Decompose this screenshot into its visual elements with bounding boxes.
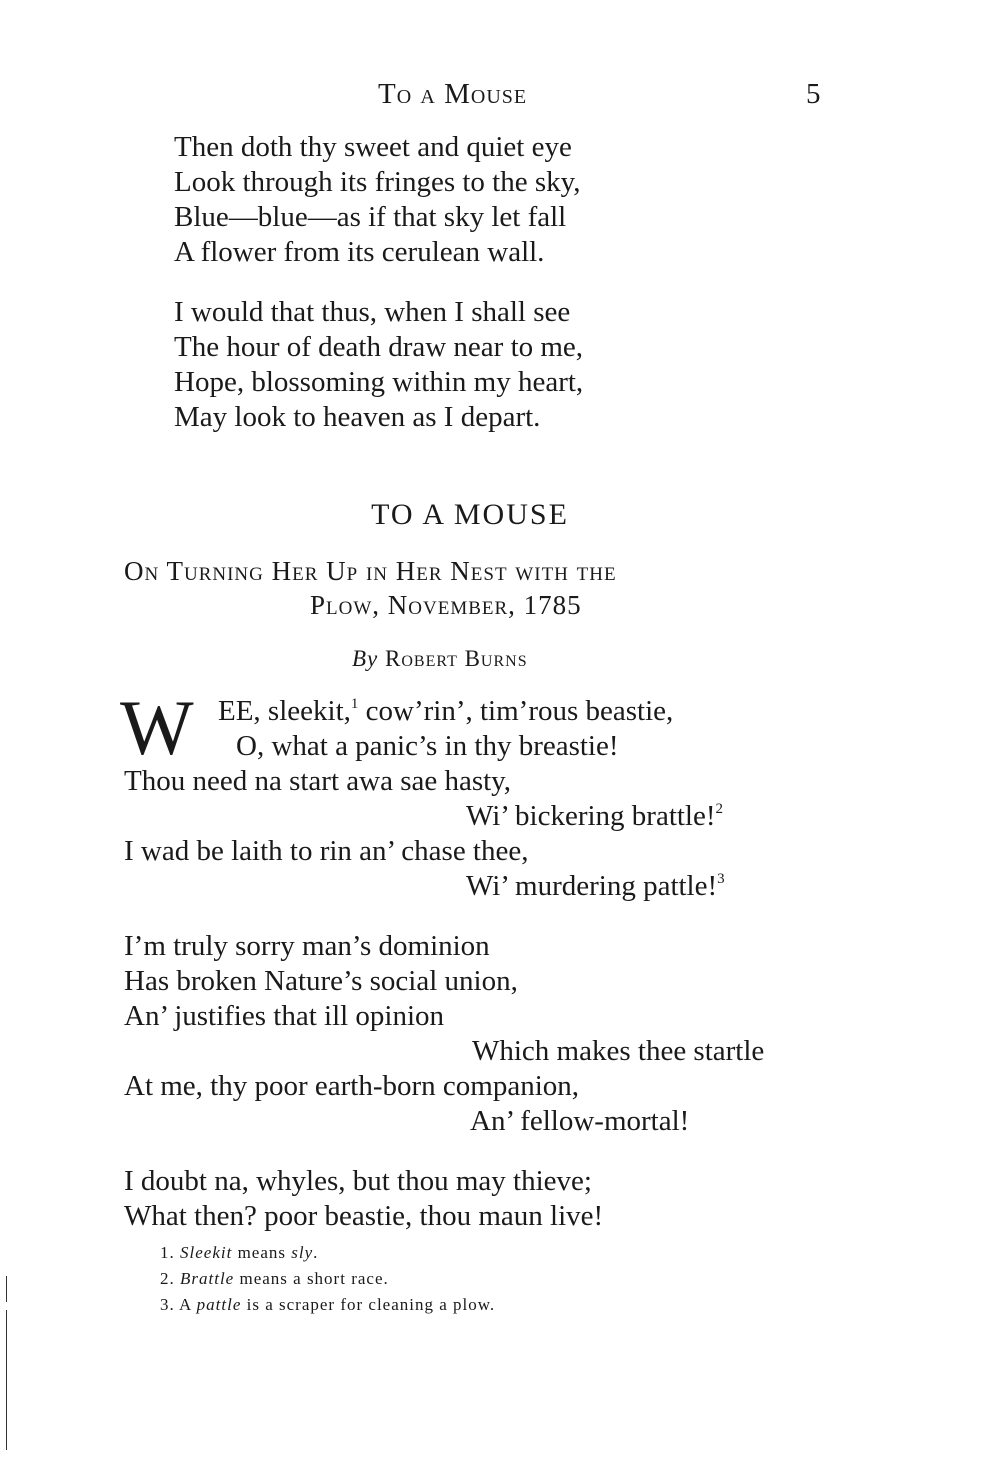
verse-line: Blue—blue—as if that sky let fall xyxy=(174,201,567,233)
verse-line: A flower from its cerulean wall. xyxy=(174,236,545,268)
verse-line: May look to heaven as I depart. xyxy=(174,401,541,433)
verse-line: Hope, blossoming within my heart, xyxy=(174,366,584,398)
footnote xyxy=(160,1266,389,1292)
verse-line xyxy=(466,799,723,834)
scan-edge-mark xyxy=(6,1310,7,1450)
footnote-text: A xyxy=(174,1295,197,1314)
footnote-ref: 1 xyxy=(350,696,359,712)
drop-cap: W xyxy=(120,684,194,771)
footnote-text: . xyxy=(313,1243,319,1262)
footnote-number: 1. xyxy=(160,1243,175,1262)
verse-line xyxy=(218,694,673,729)
verse-line: I’m truly sorry man’s dominion xyxy=(124,930,490,962)
verse-line: Then doth thy sweet and quiet eye xyxy=(174,131,572,163)
footnote-text: is a scraper for cleaning a plow. xyxy=(241,1295,496,1314)
running-head-title: To a Mouse xyxy=(378,78,528,110)
verse-line: At me, thy poor earth-born companion, xyxy=(124,1070,580,1102)
byline-prefix: By xyxy=(352,646,379,671)
footnote-term: pattle xyxy=(196,1295,242,1314)
verse-line: I doubt na, whyles, but thou may thieve; xyxy=(124,1165,592,1197)
footnote-term: Brattle xyxy=(180,1269,235,1288)
poem-title: TO A MOUSE xyxy=(371,498,569,531)
verse-line: An’ justifies that ill opinion xyxy=(124,1000,445,1032)
footnote-definition: sly xyxy=(291,1243,314,1262)
scan-edge-mark xyxy=(6,1276,7,1302)
footnote xyxy=(160,1292,495,1318)
byline xyxy=(352,646,528,672)
footnote-text: means a short race. xyxy=(234,1269,389,1288)
poem-subtitle-line1: On Turning Her Up in Her Nest with the xyxy=(124,556,617,586)
verse-text: Wi’ bickering brattle! xyxy=(466,800,716,832)
poem-subtitle-line2: Plow, November, 1785 xyxy=(310,590,582,620)
verse-text: EE, sleekit, xyxy=(218,695,351,727)
verse-line: What then? poor beastie, thou maun live! xyxy=(124,1200,604,1232)
author-name: Robert Burns xyxy=(385,646,528,671)
verse-line: I would that thus, when I shall see xyxy=(174,296,571,328)
verse-line: I wad be laith to rin an’ chase thee, xyxy=(124,835,529,867)
footnote-ref: 2 xyxy=(715,801,724,817)
footnote-term: Sleekit xyxy=(180,1243,233,1262)
footnote-number: 3. xyxy=(160,1295,175,1314)
footnote-text: means xyxy=(232,1243,292,1262)
verse-line: Has broken Nature’s social union, xyxy=(124,965,518,997)
verse-line: Thou need na start awa sae hasty, xyxy=(124,765,512,797)
verse-line: Look through its fringes to the sky, xyxy=(174,166,581,198)
page-number: 5 xyxy=(806,78,821,110)
verse-line: Which makes thee startle xyxy=(472,1035,765,1067)
verse-text: Wi’ murdering pattle! xyxy=(466,870,718,902)
verse-line: An’ fellow-mortal! xyxy=(470,1105,690,1137)
footnote-ref: 3 xyxy=(717,871,725,887)
verse-line: O, what a panic’s in thy breastie! xyxy=(236,730,619,762)
verse-line: The hour of death draw near to me, xyxy=(174,331,584,363)
verse-text: cow’rin’, tim’rous beastie, xyxy=(358,695,674,727)
verse-line xyxy=(466,869,725,904)
footnote-number: 2. xyxy=(160,1269,175,1288)
footnote xyxy=(160,1240,318,1266)
